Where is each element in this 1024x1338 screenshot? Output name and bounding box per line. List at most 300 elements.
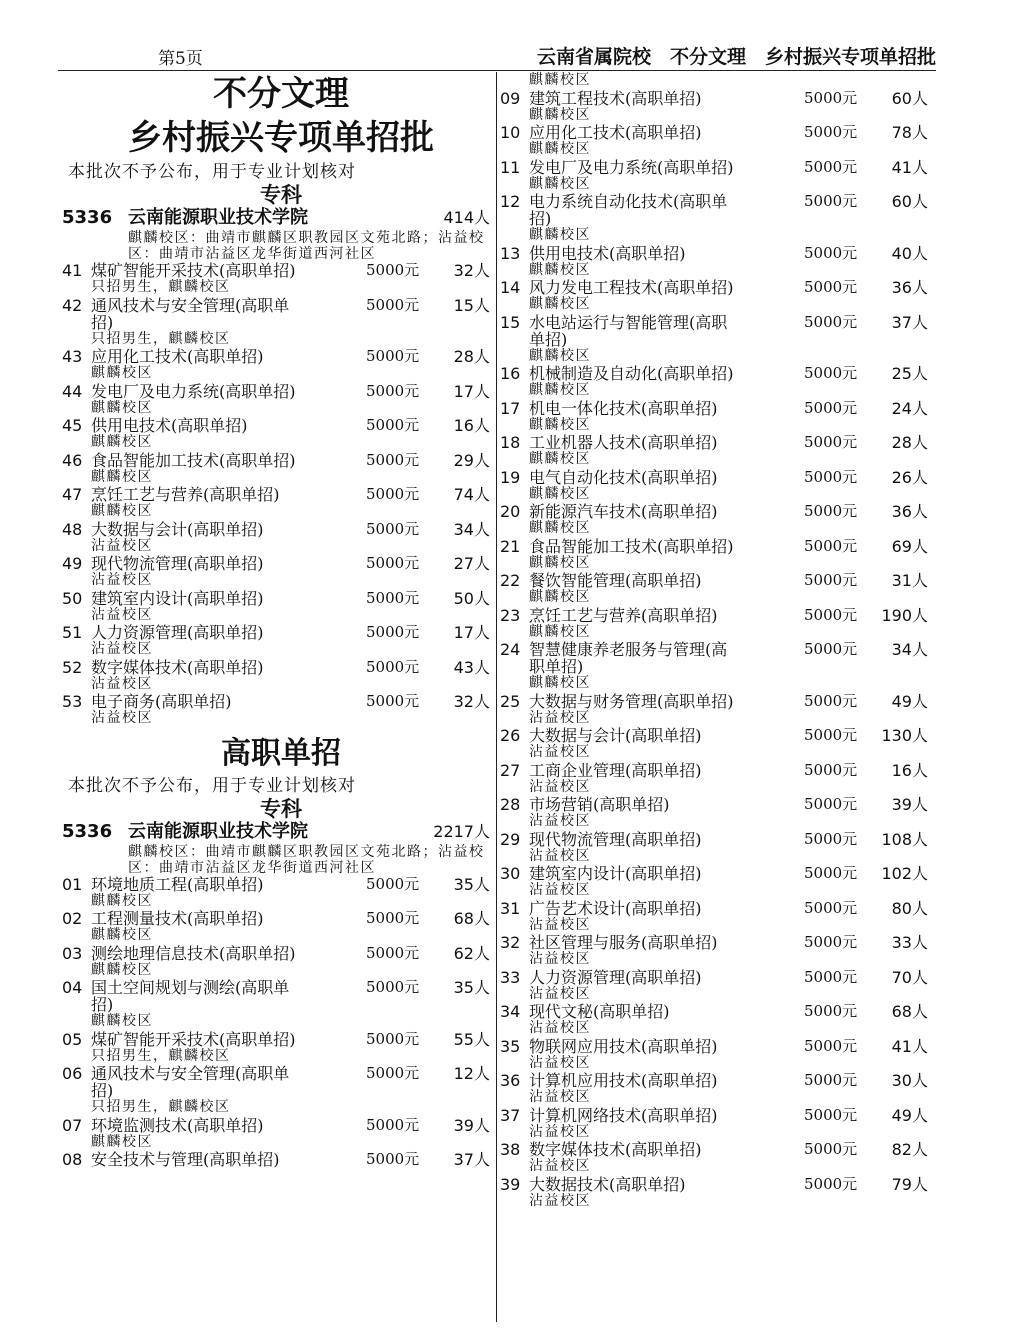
major-name: 通风技术与安全管理(高职单招) <box>91 295 290 332</box>
major-name: 物联网应用技术(高职单招) <box>529 1036 718 1056</box>
major-code: 15 <box>500 312 521 332</box>
left-column <box>60 72 492 1168</box>
major-remark: 沾益校区 <box>529 813 591 829</box>
major-row <box>60 876 492 893</box>
major-row <box>60 1031 492 1048</box>
plan-count: 80人 <box>891 898 928 918</box>
major-row <box>498 1038 934 1055</box>
major-name: 数字媒体技术(高职单招) <box>91 657 264 677</box>
major-code: 43 <box>62 347 83 366</box>
tuition-fee: 5000元 <box>804 829 858 848</box>
major-remark: 麒麟校区 <box>91 892 153 909</box>
major-row <box>498 469 934 486</box>
tuition-fee: 5000元 <box>804 605 858 624</box>
tuition-fee: 5000元 <box>366 485 420 503</box>
major-code: 11 <box>500 157 521 177</box>
plan-count: 27人 <box>453 554 490 573</box>
major-name: 机械制造及自动化(高职单招) <box>529 364 734 383</box>
plan-count: 190人 <box>881 605 928 625</box>
major-remark: 沾益校区 <box>529 847 591 864</box>
plan-count: 41人 <box>891 157 928 177</box>
major-code: 08 <box>62 1150 83 1169</box>
major-name: 计算机应用技术(高职单招) <box>529 1071 718 1090</box>
tuition-fee: 5000元 <box>366 623 420 641</box>
major-code: 39 <box>500 1174 521 1194</box>
plan-count: 68人 <box>453 909 490 928</box>
major-row <box>498 572 934 589</box>
major-code: 49 <box>62 554 83 573</box>
major-row <box>498 124 934 141</box>
major-remark: 麒麟校区 <box>529 106 591 123</box>
major-remark: 麒麟校区 <box>529 589 591 605</box>
major-remark: 麒麟校区 <box>91 365 153 381</box>
tuition-fee: 5000元 <box>804 312 858 331</box>
major-remark: 沾益校区 <box>529 1089 591 1105</box>
major-code: 44 <box>62 381 83 401</box>
major-row <box>498 900 934 917</box>
major-code: 23 <box>500 605 521 625</box>
major-name: 烹饪工艺与营养(高职单招) <box>91 485 280 504</box>
plan-count: 30人 <box>891 1071 928 1090</box>
major-code: 22 <box>500 571 521 590</box>
major-row <box>60 521 492 538</box>
major-code: 42 <box>62 295 83 315</box>
major-remark: 沾益校区 <box>529 1192 591 1209</box>
tuition-fee: 5000元 <box>366 519 420 538</box>
major-name: 现代文秘(高职单招) <box>529 1002 670 1021</box>
plan-count: 43人 <box>453 657 490 677</box>
major-name: 煤矿智能开采技术(高职单招) <box>91 261 296 280</box>
major-name: 食品智能加工技术(高职单招) <box>91 450 296 470</box>
tuition-fee: 5000元 <box>804 192 858 210</box>
major-remark: 麒麟校区 <box>529 675 591 691</box>
campus-address: 麒麟校区：曲靖市麒麟区职教园区文苑北路；沾益校区：曲靖市沾益区龙华街道西河社区 <box>128 230 485 262</box>
major-code: 25 <box>500 691 521 711</box>
major-remark: 麒麟校区 <box>529 296 591 312</box>
tuition-fee: 5000元 <box>366 1029 420 1048</box>
plan-count: 35人 <box>453 874 490 894</box>
school-row <box>60 206 492 230</box>
school-total: 414人 <box>443 208 490 227</box>
major-code: 32 <box>500 933 521 952</box>
tuition-fee: 5000元 <box>804 726 858 744</box>
major-remark: 麒麟校区 <box>529 623 591 640</box>
plan-count: 49人 <box>891 691 928 711</box>
tuition-fee: 5000元 <box>804 536 858 555</box>
plan-count: 70人 <box>891 967 928 987</box>
major-row <box>60 262 492 279</box>
major-name: 新能源汽车技术(高职单招) <box>529 502 718 521</box>
plan-count: 12人 <box>453 1064 490 1083</box>
major-remark: 沾益校区 <box>529 709 591 726</box>
major-name: 工商企业管理(高职单招) <box>529 760 702 780</box>
major-code: 41 <box>62 261 83 280</box>
major-remark: 沾益校区 <box>529 1123 591 1140</box>
major-code: 18 <box>500 433 521 452</box>
tuition-fee: 5000元 <box>804 364 858 382</box>
major-name: 大数据与会计(高职单招) <box>529 726 702 745</box>
plan-count: 60人 <box>891 192 928 211</box>
tuition-fee: 5000元 <box>804 1174 858 1193</box>
major-row <box>498 693 934 710</box>
major-code: 27 <box>500 760 521 780</box>
plan-count: 31人 <box>891 571 928 590</box>
major-code: 36 <box>500 1071 521 1090</box>
plan-count: 32人 <box>453 261 490 280</box>
major-row <box>498 607 934 624</box>
tuition-fee: 5000元 <box>366 692 420 710</box>
major-name: 大数据与财务管理(高职单招) <box>529 691 734 711</box>
tuition-fee: 5000元 <box>804 1036 858 1055</box>
major-row <box>60 693 492 710</box>
school-code: 5336 <box>62 820 113 842</box>
tuition-fee: 5000元 <box>804 933 858 951</box>
major-code: 31 <box>500 898 521 918</box>
plan-count: 69人 <box>891 536 928 556</box>
major-name: 机电一体化技术(高职单招) <box>529 398 718 418</box>
major-code: 38 <box>500 1140 521 1159</box>
major-row <box>498 1072 934 1089</box>
tuition-fee: 5000元 <box>366 1115 420 1134</box>
tuition-fee: 5000元 <box>366 1064 420 1082</box>
section-subtitle: 乡村振兴专项单招批 <box>128 118 434 158</box>
major-remark: 麒麟校区 <box>91 1013 153 1029</box>
tuition-fee: 5000元 <box>804 1071 858 1089</box>
major-row <box>60 1065 492 1099</box>
tuition-fee: 5000元 <box>804 760 858 779</box>
major-name: 电子商务(高职单招) <box>91 692 232 711</box>
major-remark: 麒麟校区 <box>91 961 153 978</box>
tuition-fee: 5000元 <box>804 433 858 451</box>
tuition-fee: 5000元 <box>366 416 420 434</box>
plan-count: 34人 <box>453 519 490 539</box>
plan-count: 15人 <box>453 295 490 315</box>
major-code: 19 <box>500 467 521 487</box>
major-name: 应用化工技术(高职单招) <box>529 123 702 142</box>
major-name: 人力资源管理(高职单招) <box>529 967 702 987</box>
plan-count: 102人 <box>881 864 928 883</box>
major-name: 智慧健康养老服务与管理(高职单招) <box>529 640 728 676</box>
major-code: 06 <box>62 1064 83 1083</box>
tuition-fee: 5000元 <box>804 967 858 986</box>
major-list <box>498 90 934 1211</box>
major-row <box>498 314 934 348</box>
plan-count: 26人 <box>891 467 928 487</box>
plan-count: 25人 <box>891 364 928 383</box>
tuition-fee: 5000元 <box>804 1002 858 1020</box>
tuition-fee: 5000元 <box>804 157 858 176</box>
major-code: 02 <box>62 909 83 928</box>
major-name: 电气自动化技术(高职单招) <box>529 467 718 487</box>
plan-count: 16人 <box>453 416 490 435</box>
plan-count: 79人 <box>891 1174 928 1194</box>
major-remark: 只招男生，麒麟校区 <box>91 1047 231 1064</box>
major-name: 现代物流管理(高职单招) <box>529 829 702 849</box>
tuition-fee: 5000元 <box>804 502 858 520</box>
major-row <box>60 1117 492 1134</box>
column-divider <box>496 72 497 1322</box>
level-heading: 专科 <box>260 795 302 821</box>
plan-count: 37人 <box>453 1150 490 1169</box>
plan-count: 36人 <box>891 278 928 297</box>
tuition-fee: 5000元 <box>804 898 858 917</box>
major-row <box>498 400 934 417</box>
school-name: 云南能源职业技术学院 <box>128 207 308 228</box>
batch-note: 本批次不予公布，用于专业计划核对 <box>68 162 356 182</box>
tuition-fee: 5000元 <box>366 554 420 572</box>
plan-count: 78人 <box>891 123 928 142</box>
major-name: 环境监测技术(高职单招) <box>91 1115 264 1135</box>
major-row <box>498 1107 934 1124</box>
major-remark: 麒麟校区 <box>91 399 153 416</box>
major-row <box>498 434 934 451</box>
tuition-fee: 5000元 <box>804 467 858 486</box>
right-column <box>498 72 934 1210</box>
major-code: 33 <box>500 967 521 987</box>
major-code: 13 <box>500 243 521 263</box>
major-remark: 麒麟校区 <box>529 520 591 536</box>
plan-count: 82人 <box>891 1140 928 1159</box>
major-row <box>498 934 934 951</box>
major-code: 26 <box>500 726 521 745</box>
tuition-fee: 5000元 <box>366 295 420 314</box>
major-row <box>60 417 492 434</box>
plan-count: 24人 <box>891 398 928 418</box>
major-name: 人力资源管理(高职单招) <box>91 623 264 642</box>
tuition-fee: 5000元 <box>804 1105 858 1124</box>
major-name: 大数据与会计(高职单招) <box>91 519 264 539</box>
major-remark: 麒麟校区 <box>529 485 591 502</box>
major-remark: 麒麟校区 <box>529 382 591 398</box>
major-code: 50 <box>62 588 83 608</box>
major-remark: 麒麟校区 <box>529 72 591 88</box>
major-name: 食品智能加工技术(高职单招) <box>529 536 734 556</box>
major-name: 数字媒体技术(高职单招) <box>529 1140 702 1159</box>
major-remark: 麒麟校区 <box>529 347 591 364</box>
major-remark: 沾益校区 <box>529 744 591 760</box>
major-row <box>60 659 492 676</box>
major-row <box>60 348 492 365</box>
plan-count: 29人 <box>453 450 490 470</box>
tuition-fee: 5000元 <box>366 943 420 962</box>
plan-count: 28人 <box>891 433 928 452</box>
major-row <box>60 590 492 607</box>
major-remark: 沾益校区 <box>91 572 153 588</box>
plan-count: 40人 <box>891 243 928 263</box>
major-row <box>498 279 934 296</box>
major-name: 通风技术与安全管理(高职单招) <box>91 1064 290 1100</box>
major-remark: 沾益校区 <box>529 916 591 933</box>
major-name: 计算机网络技术(高职单招) <box>529 1105 718 1125</box>
major-code: 24 <box>500 640 521 659</box>
major-row <box>60 979 492 1013</box>
major-name: 建筑室内设计(高职单招) <box>91 588 264 608</box>
tuition-fee: 5000元 <box>804 691 858 710</box>
plan-count: 55人 <box>453 1029 490 1049</box>
major-code: 48 <box>62 519 83 539</box>
major-code: 46 <box>62 450 83 470</box>
tuition-fee: 5000元 <box>804 571 858 589</box>
school-code: 5336 <box>62 207 113 228</box>
major-remark: 沾益校区 <box>529 778 591 795</box>
major-name: 工业机器人技术(高职单招) <box>529 433 718 452</box>
plan-count: 50人 <box>453 588 490 608</box>
major-name: 供用电技术(高职单招) <box>91 416 248 435</box>
major-code: 28 <box>500 795 521 814</box>
major-name: 水电站运行与智能管理(高职单招) <box>529 312 728 349</box>
tuition-fee: 5000元 <box>804 88 858 107</box>
major-code: 14 <box>500 278 521 297</box>
major-name: 社区管理与服务(高职单招) <box>529 933 718 952</box>
school-total: 2217人 <box>433 821 490 841</box>
major-code: 37 <box>500 1105 521 1125</box>
major-code: 45 <box>62 416 83 435</box>
major-name: 烹饪工艺与营养(高职单招) <box>529 605 718 625</box>
major-name: 建筑室内设计(高职单招) <box>529 864 702 883</box>
major-remark: 沾益校区 <box>529 1020 591 1036</box>
major-row <box>498 969 934 986</box>
major-row <box>498 641 934 675</box>
major-name: 现代物流管理(高职单招) <box>91 554 264 573</box>
major-remark: 麒麟校区 <box>91 434 153 450</box>
major-row <box>60 383 492 400</box>
major-remark: 麒麟校区 <box>529 227 591 243</box>
major-row <box>498 538 934 555</box>
major-name: 工程测量技术(高职单招) <box>91 909 264 928</box>
major-row <box>60 1151 492 1168</box>
major-name: 建筑工程技术(高职单招) <box>529 88 702 108</box>
major-code: 47 <box>62 485 83 504</box>
plan-count: 39人 <box>453 1115 490 1135</box>
tuition-fee: 5000元 <box>366 450 420 469</box>
section-title: 不分文理 <box>213 74 349 114</box>
major-row <box>60 452 492 469</box>
tuition-fee: 5000元 <box>366 657 420 676</box>
plan-count: 62人 <box>453 943 490 963</box>
major-name: 国土空间规划与测绘(高职单招) <box>91 978 290 1014</box>
major-code: 21 <box>500 536 521 556</box>
plan-count: 16人 <box>891 760 928 780</box>
batch-note: 本批次不予公布，用于专业计划核对 <box>68 775 356 796</box>
major-remark: 只招男生，麒麟校区 <box>91 1099 231 1115</box>
major-row <box>60 624 492 641</box>
major-row <box>60 945 492 962</box>
major-remark: 沾益校区 <box>529 1158 591 1174</box>
tuition-fee: 5000元 <box>366 874 420 893</box>
tuition-fee: 5000元 <box>804 243 858 262</box>
major-list <box>60 262 492 728</box>
major-row <box>498 193 934 227</box>
major-code: 12 <box>500 192 521 211</box>
major-code: 53 <box>62 692 83 711</box>
major-name: 煤矿智能开采技术(高职单招) <box>91 1029 296 1049</box>
major-code: 16 <box>500 364 521 383</box>
plan-count: 60人 <box>891 88 928 108</box>
major-name: 测绘地理信息技术(高职单招) <box>91 943 296 963</box>
major-row <box>60 297 492 331</box>
major-remark: 沾益校区 <box>91 606 153 623</box>
major-remark: 沾益校区 <box>529 1054 591 1071</box>
plan-count: 33人 <box>891 933 928 952</box>
major-list <box>60 876 492 1169</box>
major-remark: 只招男生，麒麟校区 <box>91 330 231 347</box>
plan-count: 28人 <box>453 347 490 366</box>
major-name: 餐饮智能管理(高职单招) <box>529 571 702 590</box>
tuition-fee: 5000元 <box>804 123 858 141</box>
plan-count: 34人 <box>891 640 928 659</box>
major-row <box>498 245 934 262</box>
major-remark: 麒麟校区 <box>529 554 591 571</box>
running-title: 云南省属院校 不分文理 乡村振兴专项单招批 <box>536 46 936 68</box>
section-title: 高职单招 <box>221 735 341 771</box>
major-code: 20 <box>500 502 521 521</box>
major-row <box>498 503 934 520</box>
plan-count: 41人 <box>891 1036 928 1056</box>
plan-count: 35人 <box>453 978 490 997</box>
plan-count: 39人 <box>891 795 928 814</box>
page-number: 第5页 <box>158 49 203 69</box>
major-row <box>498 796 934 813</box>
major-remark: 只招男生，麒麟校区 <box>91 279 231 295</box>
plan-count: 37人 <box>891 312 928 332</box>
major-name: 发电厂及电力系统(高职单招) <box>529 157 734 177</box>
major-remark: 麒麟校区 <box>529 175 591 192</box>
school-name: 云南能源职业技术学院 <box>128 820 308 842</box>
major-name: 安全技术与管理(高职单招) <box>91 1150 280 1169</box>
major-remark: 沾益校区 <box>91 710 153 726</box>
plan-count: 49人 <box>891 1105 928 1125</box>
major-code: 51 <box>62 623 83 642</box>
plan-count: 32人 <box>453 692 490 711</box>
tuition-fee: 5000元 <box>366 347 420 365</box>
major-remark: 麒麟校区 <box>529 141 591 157</box>
plan-count: 36人 <box>891 502 928 521</box>
major-name: 大数据技术(高职单招) <box>529 1174 686 1194</box>
major-remark: 沾益校区 <box>91 675 153 692</box>
plan-count: 17人 <box>453 623 490 642</box>
major-remark: 沾益校区 <box>529 985 591 1002</box>
major-code: 07 <box>62 1115 83 1135</box>
level-heading: 专科 <box>260 182 302 207</box>
major-code: 09 <box>500 88 521 108</box>
major-remark: 麒麟校区 <box>91 503 153 519</box>
major-remark: 沾益校区 <box>91 537 153 554</box>
page-header <box>58 42 936 71</box>
major-row <box>498 1141 934 1158</box>
school-row <box>60 820 492 844</box>
major-name: 风力发电工程技术(高职单招) <box>529 278 734 297</box>
major-name: 应用化工技术(高职单招) <box>91 347 264 366</box>
major-remark: 麒麟校区 <box>91 468 153 485</box>
major-name: 供用电技术(高职单招) <box>529 243 686 263</box>
tuition-fee: 5000元 <box>366 978 420 996</box>
major-remark: 沾益校区 <box>529 951 591 967</box>
major-remark: 沾益校区 <box>91 641 153 657</box>
tuition-fee: 5000元 <box>804 278 858 296</box>
major-row <box>498 1176 934 1193</box>
tuition-fee: 5000元 <box>366 381 420 400</box>
major-row <box>498 1003 934 1020</box>
tuition-fee: 5000元 <box>804 1140 858 1158</box>
tuition-fee: 5000元 <box>804 795 858 813</box>
major-name: 发电厂及电力系统(高职单招) <box>91 381 296 401</box>
major-code: 35 <box>500 1036 521 1056</box>
major-code: 03 <box>62 943 83 963</box>
campus-address: 麒麟校区：曲靖市麒麟区职教园区文苑北路；沾益校区：曲靖市沾益区龙华街道西河社区 <box>128 843 485 876</box>
tuition-fee: 5000元 <box>804 398 858 417</box>
plan-count: 108人 <box>881 829 928 849</box>
major-row <box>498 90 934 107</box>
